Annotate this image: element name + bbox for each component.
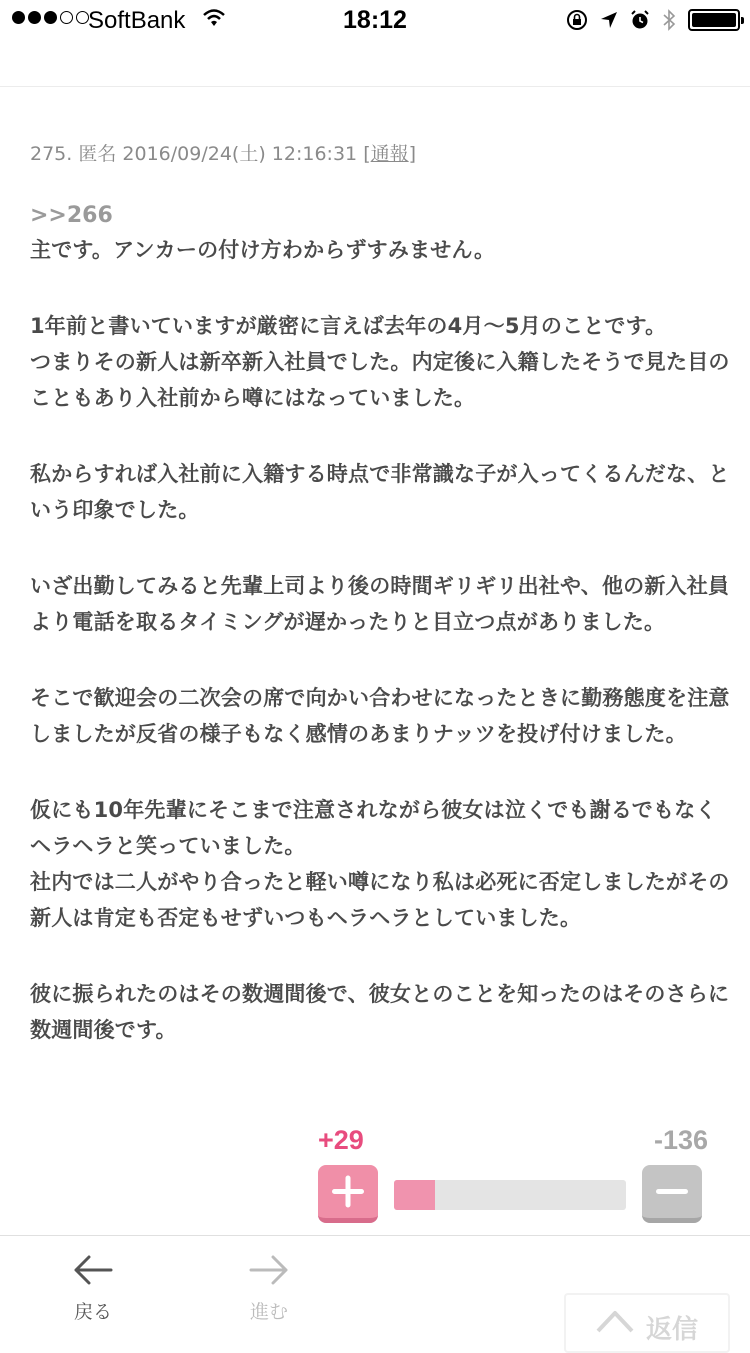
alarm-icon bbox=[630, 10, 650, 30]
plus-count: +29 bbox=[318, 1125, 364, 1155]
post-paragraph: そこで歓迎会の二次会の席で向かい合わせになったときに勤務態度を注意しましたが反省の様子もなく感情のあまりナッツを投げ付けました。 bbox=[30, 686, 730, 746]
minus-count: -136 bbox=[653, 1125, 708, 1155]
comment-post bbox=[30, 126, 730, 1088]
forward-button[interactable] bbox=[224, 1250, 314, 1324]
post-paragraph: 私からすれば入社前に入籍する時点で非常識な子が入ってくるんだな、という印象でした。 bbox=[30, 462, 730, 522]
forward-arrow-icon bbox=[247, 1250, 291, 1290]
reply-button[interactable] bbox=[564, 1293, 730, 1353]
bluetooth-icon bbox=[662, 8, 676, 32]
post-paragraph: 主です。アンカーの付け方わからずすみません。 bbox=[30, 238, 496, 262]
clock: 18:12 bbox=[343, 6, 407, 34]
plus-vote-button[interactable] bbox=[318, 1165, 378, 1223]
minus-vote-button[interactable] bbox=[642, 1165, 702, 1223]
reply-label: 返信 bbox=[646, 1315, 699, 1345]
vote-ratio-fill bbox=[394, 1180, 435, 1210]
report-link-label[interactable]: 通報 bbox=[370, 143, 409, 165]
plus-icon bbox=[318, 1165, 378, 1218]
nav-header bbox=[0, 40, 750, 87]
post-meta bbox=[30, 126, 730, 182]
post-paragraph: 1年前と書いていますが厳密に言えば去年の4月〜5月のことです。 つまりその新人は新卒新入社員でした。内定後に入籍したそうで見た目のこともあり入社前から噂にはなっていました。 bbox=[30, 314, 730, 410]
post-date: 2016/09/24(土) 12:16:31 bbox=[122, 143, 358, 165]
vote-ratio-bar bbox=[394, 1180, 626, 1210]
post-author: 匿名 bbox=[78, 143, 117, 165]
report-link[interactable] bbox=[363, 143, 416, 165]
location-arrow-icon bbox=[600, 11, 618, 29]
back-arrow-icon bbox=[71, 1250, 115, 1290]
bottom-toolbar bbox=[0, 1235, 750, 1345]
post-paragraph: 彼に振られたのはその数週間後で、彼女とのことを知ったのはそのさらに数週間後です。 bbox=[30, 982, 730, 1042]
post-paragraph: 仮にも10年先輩にそこまで注意されながら彼女は泣くでも謝るでもなくヘラヘラと笑っていました。 社内では二人がやり合ったと軽い噂になり私は必死に否定しましたがその新人は肯定も否定もせずいつもヘラヘラとしていました。 bbox=[30, 798, 730, 930]
vote-panel bbox=[0, 1125, 750, 1235]
post-paragraph: いざ出勤してみると先輩上司より後の時間ギリギリ出社や、他の新入社員より電話を取るタイミングが遅かったりと目立つ点がありました。 bbox=[30, 574, 730, 634]
reply-anchor-link[interactable]: >>266 bbox=[30, 203, 113, 228]
back-button[interactable] bbox=[48, 1250, 138, 1324]
post-number: 275. bbox=[30, 143, 73, 165]
status-bar bbox=[0, 0, 750, 40]
reply-icon bbox=[594, 1307, 636, 1337]
forward-label: 進む bbox=[249, 1301, 288, 1323]
post-body bbox=[30, 232, 730, 1048]
report-bracket-close: ] bbox=[408, 143, 417, 165]
battery-icon bbox=[688, 9, 740, 31]
minus-icon bbox=[642, 1165, 702, 1218]
back-label: 戻る bbox=[73, 1301, 112, 1323]
carrier-name: SoftBank bbox=[88, 7, 186, 34]
report-bracket-open: [ bbox=[363, 143, 371, 165]
orientation-lock-icon bbox=[566, 9, 588, 31]
